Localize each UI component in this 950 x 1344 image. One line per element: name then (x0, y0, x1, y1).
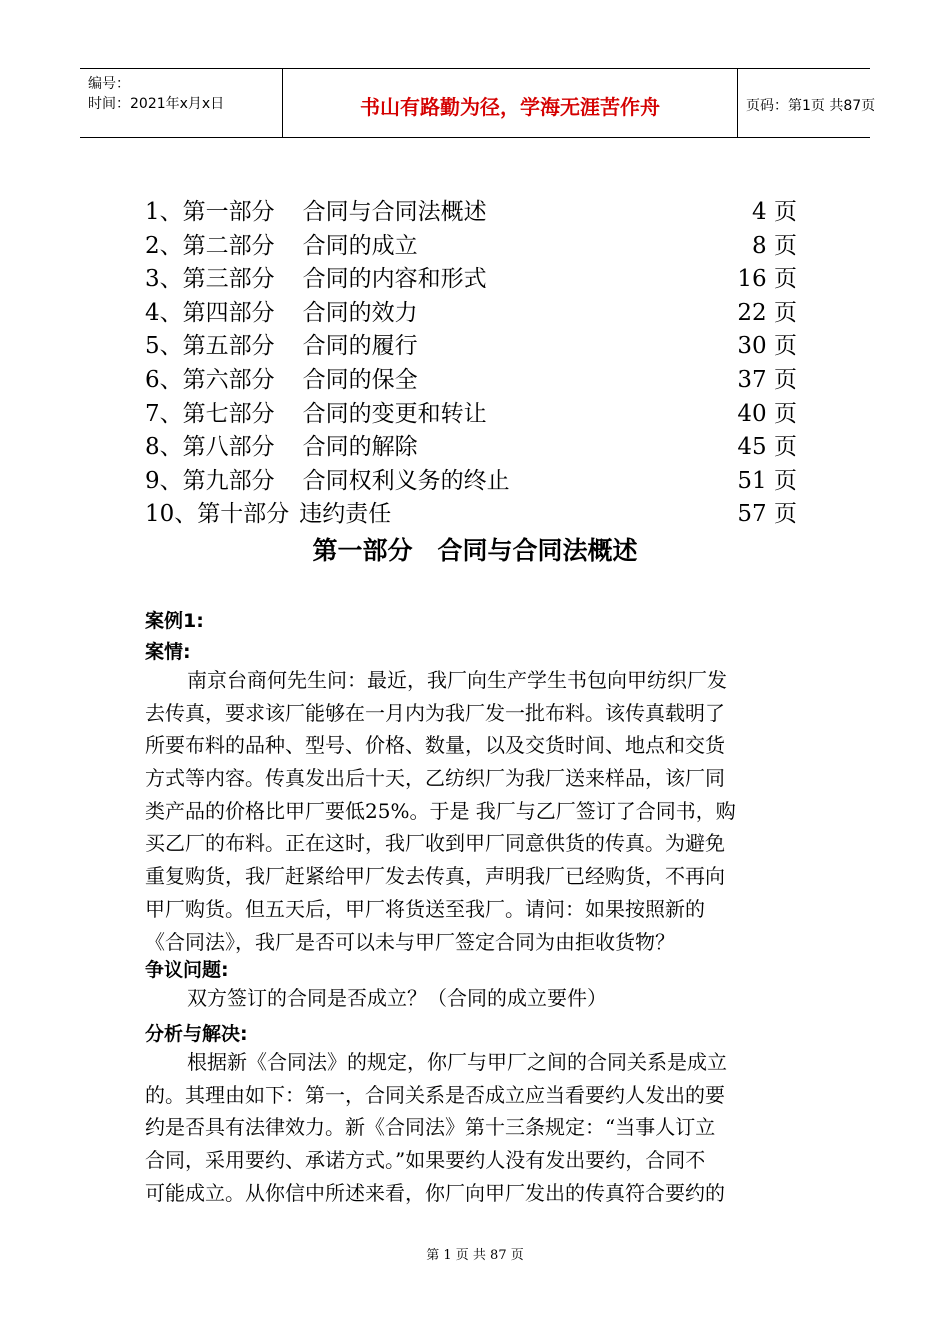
toc-num: 8、 (145, 434, 183, 461)
page-footer: 第 1 页 共 87 页 (426, 1248, 524, 1263)
toc-title: 合同与合同法概述 (302, 199, 487, 225)
paragraph-line: 的。其理由如下：第一，合同关系是否成立应当看要约人发出的要 (145, 1082, 725, 1107)
paragraph-line: 重复购货，我厂赶紧给甲厂发去传真，声明我厂已经购货，不再向 (145, 864, 725, 889)
toc-row (145, 297, 797, 331)
toc-row (145, 465, 797, 499)
date-label: 时间：2021年x月x日 (88, 96, 225, 112)
analysis-paragraph (145, 1046, 805, 1209)
toc-row (145, 263, 797, 297)
paragraph-line: 可能成立。从你信中所述来看，你厂向甲厂发出的传真符合要约的 (145, 1180, 725, 1205)
toc-part: 第三部分 (182, 266, 275, 293)
toc-num: 1、 (145, 199, 183, 225)
toc-title: 合同的变更和转让 (302, 400, 487, 427)
toc-num: 6、 (145, 366, 183, 393)
paragraph-line: 约是否具有法律效力。新《合同法》第十三条规定：“当事人订立 (145, 1115, 716, 1140)
toc-num: 7、 (145, 400, 183, 427)
issue-label: 争议问题: (145, 959, 229, 981)
toc-row (145, 498, 797, 532)
facts-paragraph (145, 664, 805, 958)
toc-title: 合同的履行 (302, 333, 418, 360)
section-title: 第一部分 合同与合同法概述 (312, 536, 638, 565)
toc-part: 第二部分 (182, 232, 275, 259)
toc-title: 合同的解除 (302, 434, 418, 461)
header-meta-cell (80, 69, 283, 137)
toc-row (145, 196, 797, 230)
toc-part: 第十部分 (197, 501, 290, 528)
issue-paragraph (145, 982, 805, 1015)
page-header (80, 68, 876, 138)
toc-part: 第八部分 (182, 434, 275, 461)
toc-num: 9、 (145, 467, 183, 494)
toc-page: 8 页 (752, 232, 797, 259)
paragraph-line: 南京台商何先生问：最近，我厂向生产学生书包向甲纺织厂发 (187, 668, 727, 692)
toc-part: 第七部分 (182, 400, 275, 427)
toc-part: 第九部分 (182, 467, 275, 494)
toc-title: 合同权利义务的终止 (302, 467, 510, 494)
paragraph-line: 买乙厂的布料。正在这时，我厂收到甲厂同意供货的传真。为避免 (145, 831, 725, 856)
toc-part: 第五部分 (182, 333, 275, 360)
motto: 书山有路勤为径，学海无涯苦作舟 (360, 95, 660, 119)
paragraph-line: 甲厂购货。但五天后，甲厂将货送至我厂。请问：如果按照新的 (145, 896, 705, 921)
toc-row (145, 330, 797, 364)
toc-page: 4 页 (752, 199, 797, 225)
toc-page: 37 页 (737, 366, 797, 393)
toc-row (145, 431, 797, 465)
facts-label: 案情: (145, 641, 191, 663)
header-page-info: 页码：第1页 共87页 (746, 98, 876, 114)
table-of-contents (145, 196, 797, 532)
toc-title: 违约责任 (299, 501, 392, 528)
paragraph-line: 《合同法》，我厂是否可以未与甲厂签定合同为由拒收货物？ (145, 929, 675, 954)
toc-title: 合同的效力 (302, 299, 418, 326)
header-motto-cell (283, 69, 738, 137)
paragraph-line: 所要布料的品种、型号、价格、数量，以及交货时间、地点和交货 (145, 733, 725, 758)
toc-page: 22 页 (737, 299, 797, 326)
paragraph-line: 根据新《合同法》的规定，你厂与甲厂之间的合同关系是成立 (187, 1050, 727, 1074)
toc-title: 合同的保全 (302, 366, 418, 393)
paragraph-line: 类产品的价格比甲厂要低25%。于是 我厂与乙厂签订了合同书，购 (145, 798, 736, 823)
toc-part: 第四部分 (182, 299, 275, 326)
toc-page: 40 页 (737, 400, 797, 427)
toc-page: 45 页 (737, 434, 797, 461)
toc-row (145, 230, 797, 264)
toc-num: 3、 (145, 266, 183, 293)
toc-page: 30 页 (737, 333, 797, 360)
toc-row (145, 398, 797, 432)
toc-part: 第六部分 (182, 366, 275, 393)
paragraph-line: 合同，采用要约、承诺方式。”如果要约人没有发出要约，合同不 (145, 1148, 706, 1173)
toc-num: 5、 (145, 333, 183, 360)
analysis-label: 分析与解决: (145, 1023, 248, 1045)
toc-title: 合同的成立 (302, 232, 418, 259)
paragraph-line: 去传真，要求该厂能够在一月内为我厂发一批布料。该传真载明了 (145, 700, 725, 725)
toc-num: 4、 (145, 299, 183, 326)
header-page-cell (738, 69, 876, 137)
paragraph-line: 双方签订的合同是否成立？（合同的成立要件） (187, 986, 607, 1010)
toc-num: 2、 (145, 232, 183, 259)
toc-page: 57 页 (737, 501, 797, 528)
toc-title: 合同的内容和形式 (302, 266, 487, 293)
number-label: 编号： (88, 76, 130, 92)
case-label: 案例1: (145, 610, 204, 632)
paragraph-line: 方式等内容。传真发出后十天，乙纺织厂为我厂送来样品，该厂同 (145, 766, 725, 791)
toc-page: 16 页 (737, 266, 797, 293)
toc-num: 10、 (145, 501, 198, 528)
toc-part: 第一部分 (182, 199, 275, 225)
toc-page: 51 页 (737, 467, 797, 494)
toc-row (145, 364, 797, 398)
